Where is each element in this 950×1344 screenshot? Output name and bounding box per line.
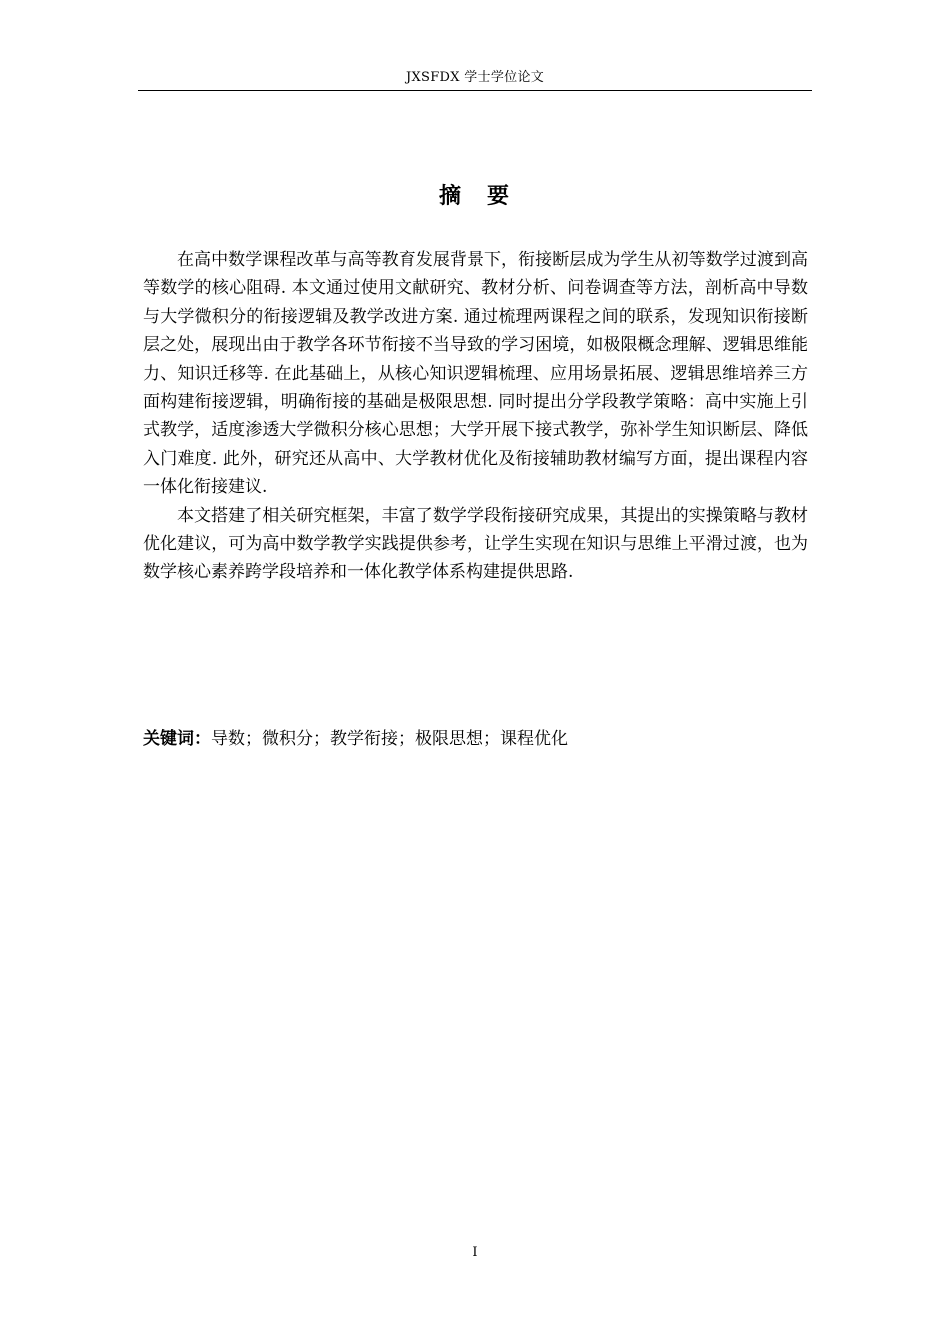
abstract-paragraph: 在高中数学课程改革与高等教育发展背景下，衔接断层成为学生从初等数学过渡到高等数学的核心阻碍. 本文通过使用文献研究、教材分析、问卷调查等方法，剖析高中导数与大学微积分的衔接逻辑及教学改进方案. 通过梳理两课程之间的联系，发现知识衔接断层之处，展现出由于教学各环节衔接不当导致的学习困境，如极限概念理解、逻辑思维能力、知识迁移等. 在此基础上，从核心知识逻辑梳理、应用场景拓展、逻辑思维培养三方面构建衔接逻辑，明确衔接的基础是极限思想. 同时提出分学段教学策略：高中实施上引式教学，适度渗透大学微积分核心思想；大学开展下接式教学，弥补学生知识断层、降低入门难度. 此外，研究还从高中、大学教材优化及衔接辅助教材编写方面，提出课程内容一体化衔接建议. (143, 250, 808, 498)
abstract-paragraph: 本文搭建了相关研究框架，丰富了数学学段衔接研究成果，其提出的实操策略与教材优化建议，可为高中数学教学实践提供参考，让学生实现在知识与思维上平滑过渡，也为数学核心素养跨学段培养和一体化教学体系构建提供思路. (143, 505, 808, 583)
keywords-text: 导数；微积分；教学衔接；极限思想；课程优化 (211, 729, 568, 749)
running-header: JXSFDX 学士学位论文 (405, 70, 545, 85)
keywords-label: 关键词： (143, 729, 211, 749)
header-rule (138, 90, 812, 91)
keywords (143, 725, 808, 753)
page-number: I (472, 1245, 478, 1260)
abstract-body (143, 246, 808, 587)
abstract-title: 摘 要 (438, 184, 511, 209)
